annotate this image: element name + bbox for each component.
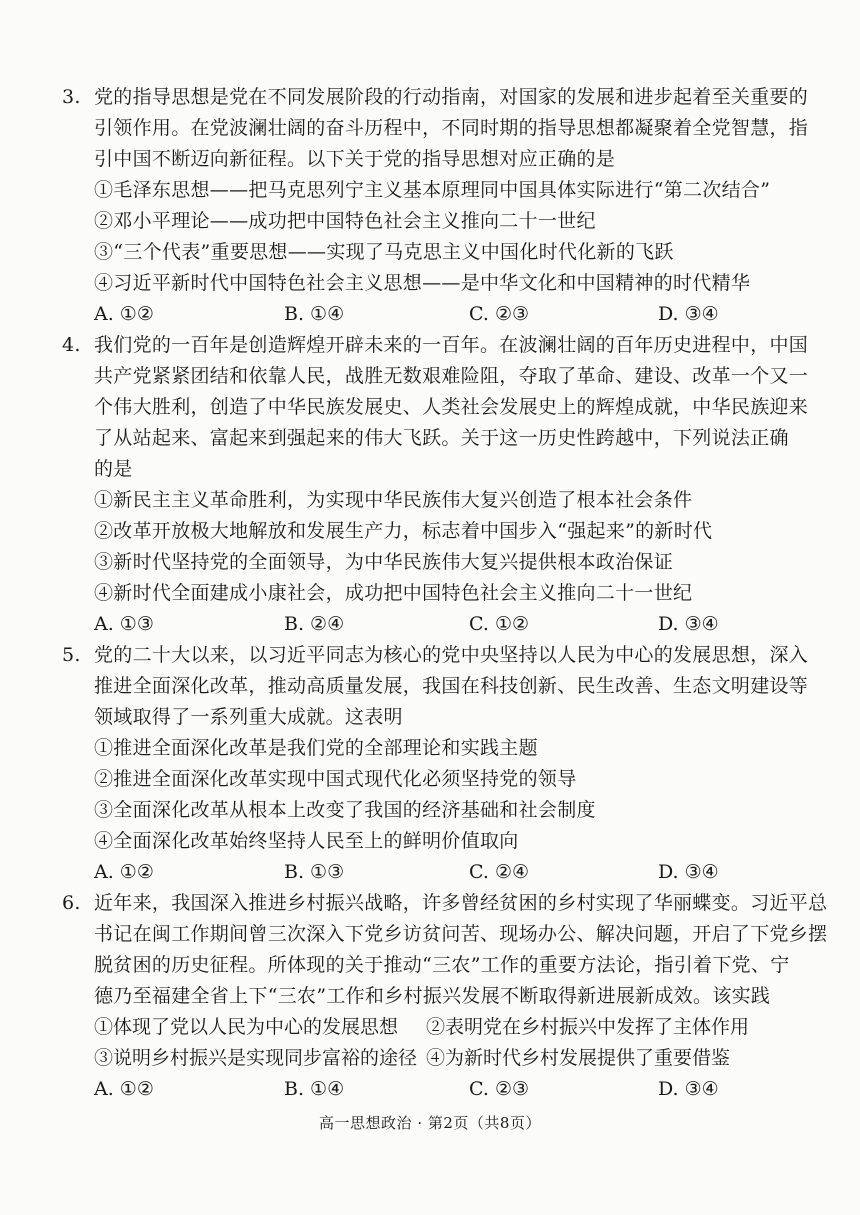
- question-number: 3.: [62, 86, 81, 108]
- stem-line: 领域取得了一系列重大成就。这表明: [94, 706, 403, 728]
- stem-line: 党的指导思想是党在不同发展阶段的行动指南，对国家的发展和进步起着至关重要的: [94, 86, 809, 108]
- choice-c[interactable]: C. ①②: [469, 613, 530, 635]
- stem-line: 脱贫困的历史征程。所体现的关于推动“三农”工作的重要方法论，指引着下党、宁: [94, 954, 790, 976]
- question-6: [62, 888, 828, 1105]
- stem-line: 的是: [94, 458, 133, 480]
- stem-line: 我们党的一百年是创造辉煌开辟未来的一百年。在波澜壮阔的百年历史进程中，中国: [94, 334, 809, 356]
- question-number: 4.: [62, 334, 81, 356]
- choice-c[interactable]: C. ②④: [469, 861, 530, 883]
- statement-3: ③全面深化改革从根本上改变了我国的经济基础和社会制度: [94, 799, 596, 821]
- question-number: 5.: [62, 644, 81, 666]
- question-5-stem: [62, 640, 809, 733]
- choice-a[interactable]: A. ①②: [94, 303, 154, 325]
- answer-choices: [62, 1074, 802, 1105]
- choice-d[interactable]: D. ③④: [658, 303, 719, 325]
- stem-line: 党的二十大以来，以习近平同志为核心的党中央坚持以人民为中心的发展思想，深入: [94, 644, 809, 666]
- choice-a[interactable]: A. ①②: [94, 1078, 154, 1100]
- statement-4: ④新时代全面建成小康社会，成功把中国特色社会主义推向二十一世纪: [94, 582, 693, 604]
- statement-4: ④全面深化改革始终坚持人民至上的鲜明价值取向: [94, 830, 519, 852]
- statement-3: ③“三个代表”重要思想——实现了马克思主义中国化时代化新的飞跃: [94, 241, 674, 263]
- stem-line: 书记在闽工作期间曾三次深入下党乡访贫问苦、现场办公、解决问题，开启了下党乡摆: [94, 923, 828, 945]
- stem-line: 个伟大胜利，创造了中华民族发展史、人类社会发展史上的辉煌成就，中华民族迎来: [94, 396, 809, 418]
- question-4: [62, 330, 809, 640]
- stem-line: 德乃至福建全省上下“三农”工作和乡村振兴发展不断取得新进展新成效。该实践: [94, 985, 771, 1007]
- choice-a[interactable]: A. ①③: [94, 613, 154, 635]
- choice-d[interactable]: D. ③④: [658, 1078, 719, 1100]
- choice-a[interactable]: A. ①②: [94, 861, 154, 883]
- page-footer: 高一思想政治 · 第2页（共8页）: [319, 1114, 541, 1132]
- stem-line: 了从站起来、富起来到强起来的伟大飞跃。关于这一历史性跨越中，下列说法正确: [94, 427, 789, 449]
- stem-line: 引领作用。在党波澜壮阔的奋斗历程中，不同时期的指导思想都凝聚着全党智慧，指: [94, 117, 809, 139]
- answer-choices: [62, 299, 802, 330]
- statement-2: ②邓小平理论——成功把中国特色社会主义推向二十一世纪: [94, 210, 596, 232]
- statement-1: ①毛泽东思想——把马克思列宁主义基本原理同中国具体实际进行“第二次结合”: [94, 179, 771, 201]
- question-4-stem: [62, 330, 809, 485]
- stem-line: 推进全面深化改革，推动高质量发展，我国在科技创新、民生改善、生态文明建设等: [94, 675, 809, 697]
- statement-4: ④为新时代乡村发展提供了重要借鉴: [426, 1047, 731, 1069]
- statement-1: ①推进全面深化改革是我们党的全部理论和实践主题: [94, 737, 538, 759]
- choice-c[interactable]: C. ②③: [469, 1078, 530, 1100]
- statement-2: ②改革开放极大地解放和发展生产力，标志着中国步入“强起来”的新时代: [94, 520, 713, 542]
- statement-row: [62, 1012, 802, 1043]
- choice-b[interactable]: B. ①③: [284, 861, 345, 883]
- statement-4: ④习近平新时代中国特色社会主义思想——是中华文化和中国精神的时代精华: [94, 272, 751, 294]
- stem-line: 近年来，我国深入推进乡村振兴战略，许多曾经贫困的乡村实现了华丽蝶变。习近平总: [94, 892, 828, 914]
- choice-d[interactable]: D. ③④: [658, 613, 719, 635]
- statement-2: ②表明党在乡村振兴中发挥了主体作用: [426, 1016, 750, 1038]
- question-6-stem: [62, 888, 828, 1012]
- question-5: [62, 640, 809, 888]
- choice-b[interactable]: B. ①④: [284, 303, 345, 325]
- question-3: [62, 82, 809, 330]
- statement-3: ③新时代坚持党的全面领导，为中华民族伟大复兴提供根本政治保证: [94, 551, 674, 573]
- choice-b[interactable]: B. ①④: [284, 1078, 345, 1100]
- answer-choices: [62, 857, 802, 888]
- statement-1: ①体现了党以人民为中心的发展思想: [94, 1016, 399, 1038]
- statement-3: ③说明乡村振兴是实现同步富裕的途径: [94, 1047, 418, 1069]
- stem-line: 共产党紧紧团结和依靠人民，战胜无数艰难险阻，夺取了革命、建设、改革一个又一: [94, 365, 809, 387]
- statement-row: [62, 1043, 802, 1074]
- choice-d[interactable]: D. ③④: [658, 861, 719, 883]
- statement-1: ①新民主主义革命胜利，为实现中华民族伟大复兴创造了根本社会条件: [94, 489, 693, 511]
- statement-2: ②推进全面深化改革实现中国式现代化必须坚持党的领导: [94, 768, 577, 790]
- stem-line: 引中国不断迈向新征程。以下关于党的指导思想对应正确的是: [94, 148, 616, 170]
- question-3-stem: [62, 82, 809, 175]
- choice-c[interactable]: C. ②③: [469, 303, 530, 325]
- choice-b[interactable]: B. ②④: [284, 613, 345, 635]
- question-number: 6.: [62, 892, 81, 914]
- answer-choices: [62, 609, 802, 640]
